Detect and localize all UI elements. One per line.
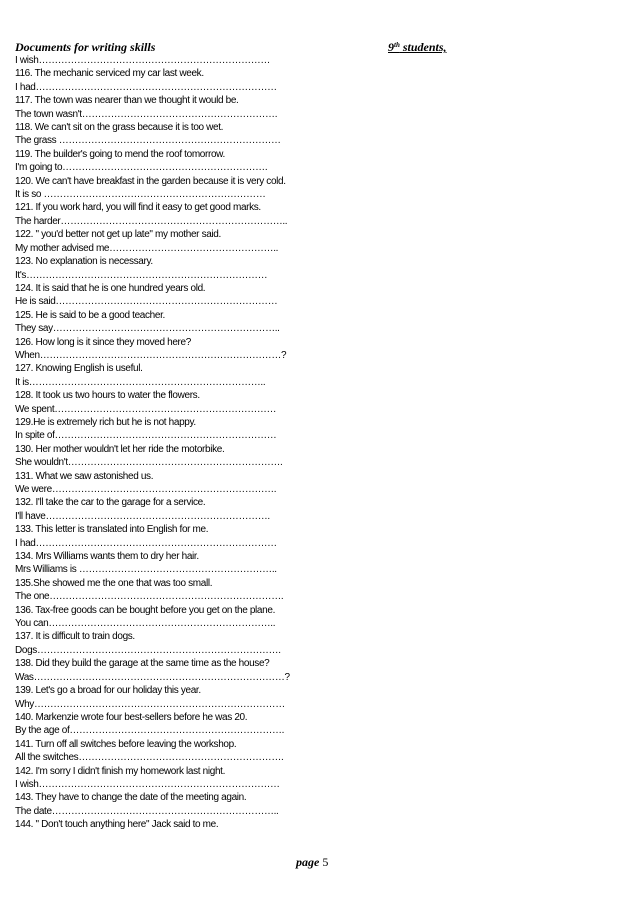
exercise-prompt: 134. Mrs Williams wants them to dry her hair. (15, 551, 199, 563)
exercise-prompt: 117. The town was nearer than we thought it would be. (15, 95, 239, 107)
exercise-answer-line: It is……………………………………………………………….. (15, 376, 266, 388)
exercise-answer-line: In spite of…………………………………………………………… (15, 430, 277, 442)
exercise-prompt: 123. No explanation is necessary. (15, 256, 153, 268)
page-header (15, 40, 465, 54)
exercise-prompt: 140. Markenzie wrote four best-sellers before he was 20. (15, 711, 248, 723)
page-label: page (296, 855, 320, 869)
exercise-answer-line: My mother advised me…………………………………………….. (15, 242, 279, 254)
exercise-answer-line: The town wasn't……………………………………………………. (15, 108, 278, 120)
exercise-answer-line: It's………………………………………………………………… (15, 269, 268, 281)
exercise-answer-line: Why…………………………………………………………………… (15, 698, 285, 710)
exercise-answer-line: They say…………………………………………………………….. (15, 323, 280, 335)
exercise-prompt: 116. The mechanic serviced my car last week. (15, 68, 204, 80)
exercise-prompt: 121. If you work hard, you will find it easy to get good marks. (15, 202, 261, 214)
exercise-prompt: 131. What we saw astonished us. (15, 470, 154, 482)
exercise-prompt: 144. " Don't touch anything here" Jack said to me. (15, 819, 219, 831)
exercise-prompt: 130. Her mother wouldn't let her ride the motorbike. (15, 443, 225, 455)
grade-text: students, (399, 40, 447, 54)
exercise-answer-line: The one………………………………………………………………. (15, 591, 284, 603)
exercise-prompt: 133. This letter is translated into English for me. (15, 524, 209, 536)
grade-label (388, 40, 447, 54)
exercise-prompt: 122. " you'd better not get up late" my mother said. (15, 229, 221, 241)
exercise-list (15, 54, 315, 832)
exercise-prompt: 138. Did they build the garage at the same time as the house? (15, 658, 270, 670)
exercise-answer-line: We spent…………………………………………………………… (15, 403, 277, 415)
exercise-prompt: 120. We can't have breakfast in the garden because it is very cold. (15, 175, 286, 187)
exercise-answer-line: I had………………………………………………………………… (15, 81, 277, 93)
exercise-answer-line: Mrs Williams is …………………………………………………….. (15, 564, 277, 576)
exercise-answer-line: The date…………………………………………………………….. (15, 805, 279, 817)
exercise-answer-line: By the age of…………………………………………………………. (15, 725, 285, 737)
exercise-prompt: 127. Knowing English is useful. (15, 363, 143, 375)
exercise-prompt: 139. Let's go a broad for our holiday this year. (15, 685, 201, 697)
exercise-answer-line: She wouldn't…………………………………………………………. (15, 457, 283, 469)
exercise-answer-line: All the switches………………………………………………………. (15, 752, 284, 764)
exercise-prompt: 141. Turn off all switches before leaving the workshop. (15, 738, 237, 750)
exercise-answer-line: I'm going to………………………………………………………. (15, 162, 268, 174)
exercise-prompt: 126. How long is it since they moved here? (15, 336, 191, 348)
page-number: 5 (322, 855, 329, 869)
grade-suffix: th (394, 41, 400, 49)
exercise-prompt: 119. The builder's going to mend the roof tomorrow. (15, 148, 225, 160)
exercise-answer-line: I had………………………………………………………………… (15, 537, 277, 549)
exercise-prompt: 128. It took us two hours to water the flowers. (15, 390, 200, 402)
exercise-prompt: 125. He is said to be a good teacher. (15, 309, 165, 321)
exercise-answer-line: I wish………………………………………………………………… (15, 778, 280, 790)
exercise-answer-line: You can…………………………………………………………….. (15, 618, 276, 630)
exercise-answer-line: Was……………………………………………………………………? (15, 671, 290, 683)
exercise-prompt: 136. Tax-free goods can be bought before you get on the plane. (15, 604, 275, 616)
exercise-prompt: 118. We can't sit on the grass because it is too wet. (15, 122, 224, 134)
exercise-prompt: 129.He is extremely rich but he is not happy. (15, 416, 196, 428)
exercise-answer-line: Dogs…………………………………………………………………. (15, 644, 281, 656)
document-title: Documents for writing skills (15, 40, 156, 54)
exercise-prompt: 142. I'm sorry I didn't finish my homework last night. (15, 765, 226, 777)
exercise-answer-line: It is so …………………………………………………………… (15, 189, 266, 201)
exercise-answer-line: We were……………………………………………………………. (15, 484, 277, 495)
exercise-answer-line: I wish……………………………………………………………… (15, 55, 271, 66)
exercise-answer-line: I'll have……………………………………………………………. (15, 510, 270, 522)
grade-number: 9 (388, 40, 394, 54)
exercise-prompt: 135.She showed me the one that was too small. (15, 577, 213, 589)
exercise-prompt: 143. They have to change the date of the meeting again. (15, 792, 247, 804)
exercise-answer-line: The grass …………………………………………………………… (15, 135, 281, 147)
exercise-prompt: 132. I'll take the car to the garage for a service. (15, 497, 206, 509)
exercise-answer-line: When…………………………………………………………………? (15, 349, 287, 361)
exercise-answer-line: The harder…………………………………………………………….. (15, 215, 288, 227)
exercise-prompt: 137. It is difficult to train dogs. (15, 631, 135, 643)
page-footer (296, 855, 328, 869)
exercise-prompt: 124. It is said that he is one hundred years old. (15, 282, 206, 294)
exercise-answer-line: He is said…………………………………………………………… (15, 296, 278, 308)
